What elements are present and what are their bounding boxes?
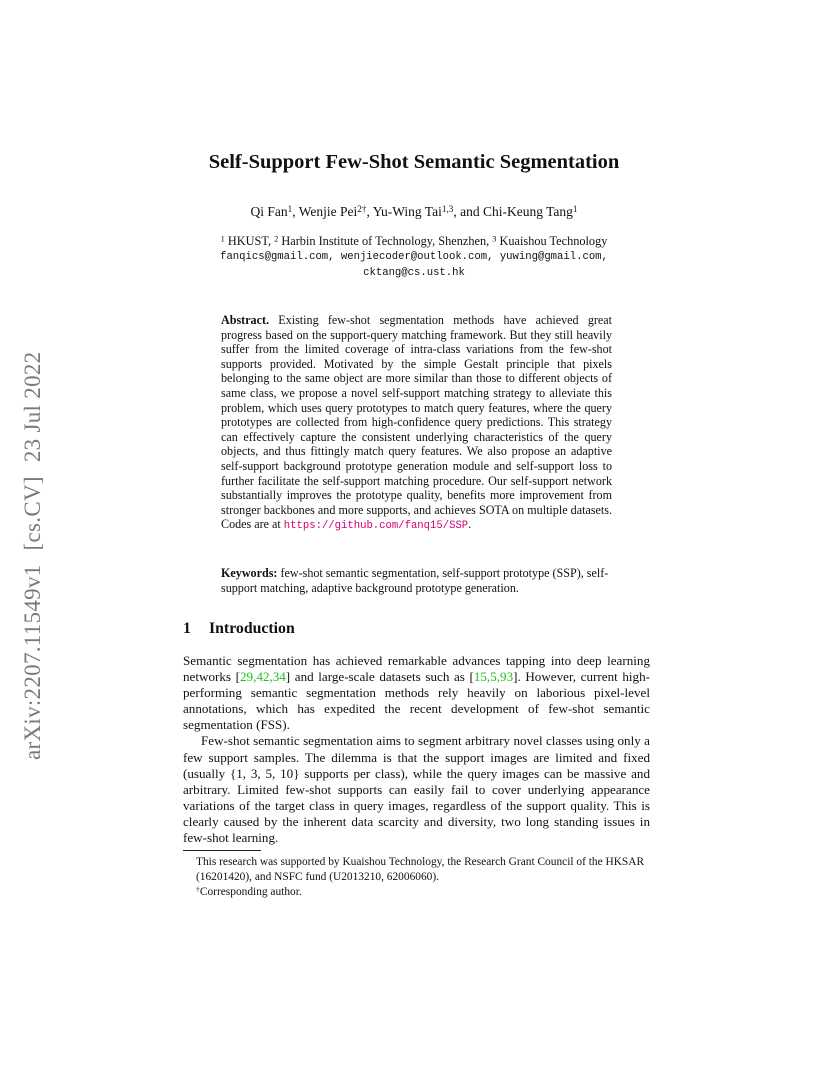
author-name: Yu-Wing Tai bbox=[372, 204, 442, 219]
dagger-mark: † bbox=[196, 884, 200, 894]
arxiv-category: [cs.CV] bbox=[20, 476, 45, 551]
paragraph-text: Semantic segmentation has achieved remarkable advances tapping into deep learning networks [ bbox=[183, 653, 650, 685]
paragraph-text: ]. However, current high-performing semantic segmentation methods rely heavily on laborious pixel-level annotations, which has expedited the recent development of few-shot semantic segmentation (FSS). bbox=[183, 669, 650, 733]
citation-link[interactable]: 15,5,93 bbox=[473, 669, 514, 685]
corresponding-footnote bbox=[196, 885, 656, 900]
affiliations bbox=[0, 233, 828, 281]
author-list bbox=[0, 204, 828, 220]
author-separator: , bbox=[366, 204, 373, 219]
author-separator: , bbox=[292, 204, 299, 219]
affiliation-mark: 2 bbox=[274, 234, 279, 244]
affiliation-name: Harbin Institute of Technology, Shenzhen, bbox=[278, 234, 493, 248]
footnotes bbox=[196, 855, 656, 900]
author-separator: , and bbox=[453, 204, 483, 219]
footnote-text: Corresponding author. bbox=[199, 886, 302, 898]
author-name: Qi Fan bbox=[250, 204, 288, 219]
arxiv-id: arXiv:2207.11549v1 bbox=[20, 564, 45, 760]
abstract-end: . bbox=[468, 517, 472, 532]
introduction-body bbox=[183, 653, 650, 846]
author-name: Wenjie Pei bbox=[298, 204, 358, 219]
author-affiliation-mark: 1 bbox=[287, 203, 293, 214]
section-title: Introduction bbox=[209, 620, 295, 637]
affiliation-mark: 1 bbox=[220, 234, 225, 244]
citation-link[interactable]: 29,42,34 bbox=[239, 669, 286, 685]
affiliation-mark: 3 bbox=[492, 234, 497, 244]
author-affiliation-mark: 2† bbox=[357, 203, 367, 214]
code-link[interactable]: https://github.com/fanq15/SSP bbox=[283, 520, 469, 533]
affiliation-name: HKUST, bbox=[224, 234, 275, 248]
arxiv-date: 23 Jul 2022 bbox=[20, 351, 45, 463]
affiliation-line bbox=[0, 233, 828, 249]
affiliation-name: Kuaishou Technology bbox=[496, 234, 608, 248]
section-heading bbox=[183, 620, 295, 638]
paragraph: Few-shot semantic segmentation aims to segment arbitrary novel classes using only a few support samples. The dilemma is that the support images are limited and fixed (usually {1, 3, 5, 10} supports per class), while the query images can be massive and arbitrary. Limited few-shot supports can easily fail to cover underlying appearance variations of the target class in query images, regardless of the support quality. This is clearly caused by the inherent data scarcity and diversity, two long standing issues in few-shot learning. bbox=[183, 733, 650, 846]
keywords-text: few-shot semantic segmentation, self-support prototype (SSP), self-support matching, adaptive background prototype generation. bbox=[221, 566, 609, 595]
author-name: Chi-Keung Tang bbox=[482, 204, 573, 219]
keywords-label: Keywords: bbox=[221, 566, 278, 580]
paragraph-text: ] and large-scale datasets such as [ bbox=[285, 669, 474, 685]
author-affiliation-mark: 1,3 bbox=[441, 203, 454, 214]
keywords bbox=[221, 566, 626, 595]
paragraph bbox=[183, 653, 650, 733]
footnote-rule bbox=[183, 850, 261, 851]
email-list: cktang@cs.ust.hk bbox=[363, 267, 465, 279]
author-affiliation-mark: 1 bbox=[572, 203, 578, 214]
email-list: fanqics@gmail.com, wenjiecoder@outlook.com, yuwing@gmail.com, bbox=[220, 251, 608, 263]
paper-title: Self-Support Few-Shot Semantic Segmentation bbox=[208, 151, 620, 173]
arxiv-stamp bbox=[20, 338, 46, 761]
abstract-text: Existing few-shot segmentation methods have achieved great progress based on the support-query matching framework. But they still heavily suffer from the limited coverage of intra-class variations from the few-shot supports provided. Motivated by the simple Gestalt principle that pixels belonging to the same object are more similar than those to different objects of same class, we propose a novel self-support matching strategy to alleviate this problem, which uses query prototypes to match query features, where the query prototypes are collected from high-confidence query predictions. This strategy can effectively capture the consistent underlying characteristics of the query objects, and thus fittingly match query features. We also propose an adaptive self-support background prototype generation module and self-support loss to further facilitate the self-support matching procedure. Our self-support network substantially improves the prototype quality, benefits more improvement from stronger backbones and more supports, and achieves SOTA on multiple datasets. Codes are at bbox=[221, 313, 612, 532]
section-number: 1 bbox=[183, 620, 191, 637]
abstract-label: Abstract. bbox=[221, 313, 270, 327]
abstract bbox=[221, 313, 612, 534]
funding-footnote: This research was supported by Kuaishou Technology, the Research Grant Council of the HKSAR (16201420), and NSFC fund (U2013210, 62006060). bbox=[196, 856, 645, 883]
